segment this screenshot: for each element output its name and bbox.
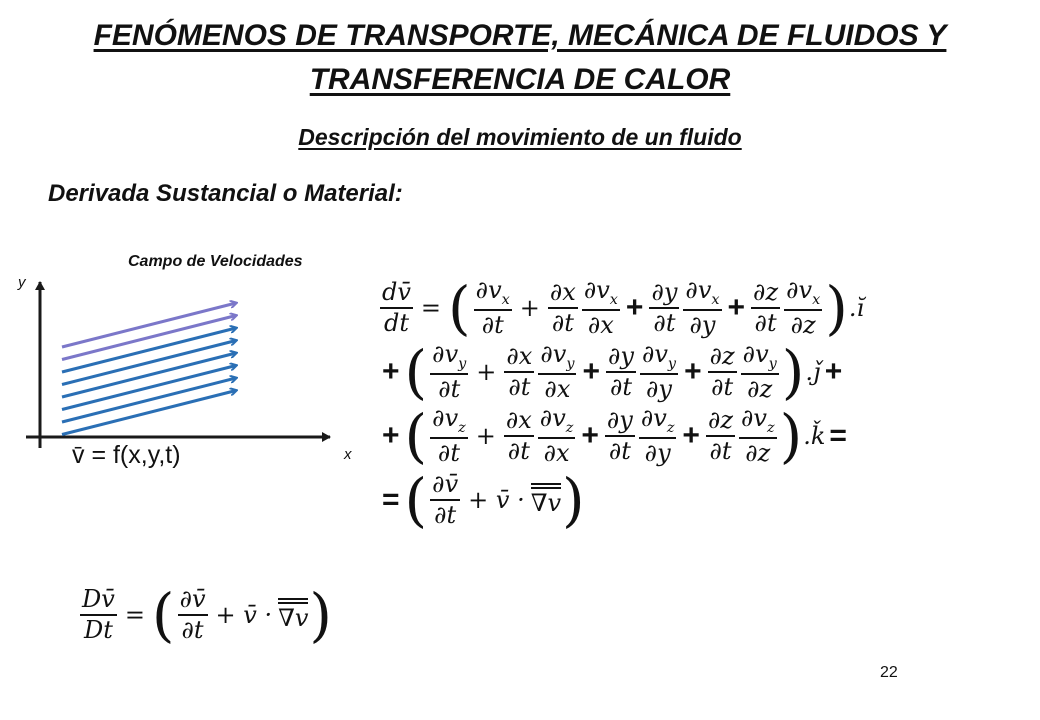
velocity-arrow xyxy=(62,366,236,410)
convective-term-prefix: + v̄ · xyxy=(468,486,525,514)
material-derivative-denominator: Dt xyxy=(83,615,113,644)
velocity-arrow xyxy=(62,353,236,397)
equation-line-y: + ( $\frac{\partial v_y}{\partial t}$ + $\frac{\partial x}{\partial t}$ $\frac{\partial v_y}{\partial x}$ + $\frac{\partial y}{\partial t}$ $\frac{\partial v_y}{\partial y}$ + $\frac{\partial z}{\partial t}$ $\frac{\partial v_y}{\partial z}$ ) .ǰ + xyxy=(382,338,843,406)
unit-vector-j: .ǰ xyxy=(805,358,821,386)
slide-title-line2: TRANSFERENCIA DE CALOR xyxy=(309,63,731,96)
equals-prefix: = xyxy=(382,483,400,516)
y-axis-label: y xyxy=(18,274,26,291)
substantial-derivative-expansion xyxy=(378,276,872,532)
slide-title-line1: FENÓMENOS DE TRANSPORTE, MECÁNICA DE FLUIDOS Y xyxy=(93,19,947,52)
velocity-arrow xyxy=(62,303,236,347)
gradient-v: ∇v xyxy=(278,603,309,632)
partial-v-numerator: ∂v̄ xyxy=(178,587,208,615)
section-heading: Derivada Sustancial o Material: xyxy=(48,180,403,207)
partial-v-numerator: ∂v̄ xyxy=(430,472,460,500)
slide-subtitle: Descripción del movimiento de un fluido xyxy=(298,124,742,150)
convective-term-prefix: + v̄ · xyxy=(215,601,273,629)
partial-t-denominator: ∂t xyxy=(181,615,204,644)
equation-line-z: + ( $\frac{\partial v_z}{\partial t}$ + $\frac{\partial x}{\partial t}$ $\frac{\partial v_z}{\partial x}$ + $\frac{\partial y}{\partial t}$ $\frac{\partial v_z}{\partial y}$ + $\frac{\partial z}{\partial t}$ $\frac{\partial v_z}{\partial z}$ ) .ǩ = xyxy=(382,402,847,470)
equals-sign: = xyxy=(420,294,442,322)
unit-vector-i: .ĭ xyxy=(848,294,865,322)
velocity-arrows xyxy=(62,303,236,435)
equation-line-gradient: = ( $\frac{\partial v̄}{\partial t}$ + v̄ · ∇v ) xyxy=(382,466,585,534)
velocity-arrow xyxy=(62,316,236,360)
open-paren: ( xyxy=(448,274,471,342)
x-axis-label: x xyxy=(344,446,352,463)
equation-line-x: $\frac{dv̄}{dt}$ = ( $\frac{\partial v_x}{\partial t}$ + $\frac{\partial x}{\partial t}$ $\frac{\partial v_x}{\partial x}$ + $\frac{\partial y}{\partial t}$ $\frac{\partial v_x}{\partial y}$ + $\frac{\partial z}{\partial t}$ $\frac{\partial v_x}{\partial z}$ ) .ĭ xyxy=(382,274,865,342)
velocity-arrow xyxy=(62,328,236,372)
field-equation: v̄ = f(x,y,t) xyxy=(72,441,181,469)
line-trailing-op: = xyxy=(829,419,847,452)
unit-vector-k: .ǩ xyxy=(803,422,826,450)
lhs-denominator: dt xyxy=(383,308,409,337)
partial-t-denominator: ∂t xyxy=(434,500,457,529)
gradient-tensor xyxy=(278,598,308,633)
lhs-fraction xyxy=(380,280,413,335)
gradient-v: ∇v xyxy=(530,488,562,517)
page-number: 22 xyxy=(880,664,898,681)
material-derivative-numerator: Dv̄ xyxy=(80,587,117,615)
close-paren: ) xyxy=(825,274,848,342)
line-trailing-op: + xyxy=(824,355,843,388)
figure-title: Campo de Velocidades xyxy=(128,253,303,270)
material-derivative-equation: $\frac{Dv̄}{Dt}$ = ( $\frac{\partial v̄}{\partial t}$ + v̄ · ∇v ) xyxy=(82,581,333,649)
velocity-arrow xyxy=(62,391,236,435)
velocity-field-figure xyxy=(0,0,360,470)
gradient-tensor xyxy=(531,483,561,518)
velocity-arrow xyxy=(62,341,236,385)
lhs-numerator: dv̄ xyxy=(380,280,413,308)
velocity-arrow xyxy=(62,378,236,422)
